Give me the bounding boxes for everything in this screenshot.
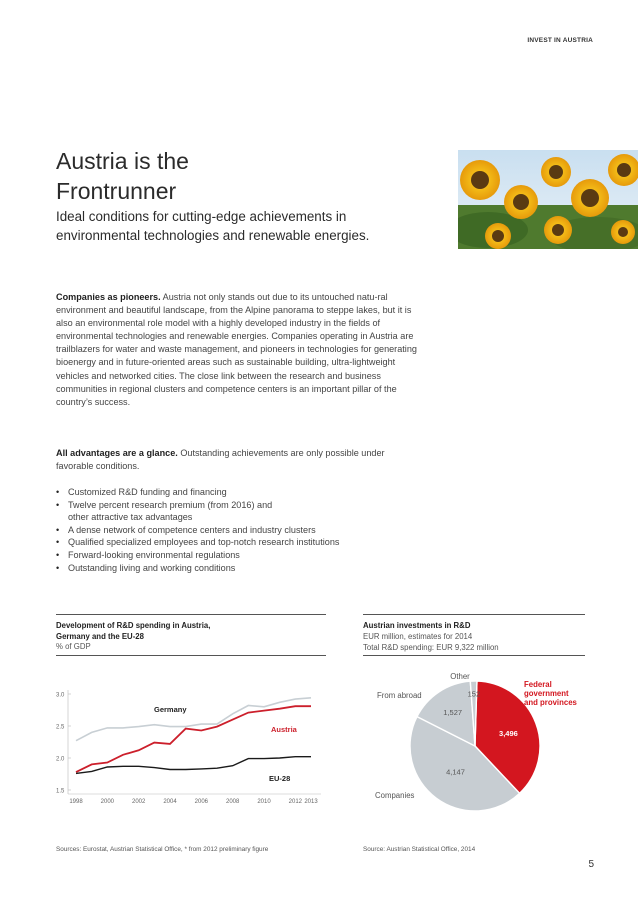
- x-tick-label: 2006: [194, 799, 209, 805]
- list-item: • Forward-looking environmental regulations: [56, 549, 436, 562]
- line-chart-top-rule: [56, 614, 326, 615]
- pie-value-label: 1,527: [443, 707, 463, 717]
- series-line-eu-28: [76, 757, 311, 774]
- line-chart-title-line2: Germany and the EU-28: [56, 631, 144, 641]
- paragraph-companies-lead: Companies as pioneers.: [56, 292, 161, 302]
- advantages-list: [56, 486, 436, 574]
- pie-chart-total: Total R&D spending: EUR 9,322 million: [363, 643, 499, 652]
- sunflowers-photo: [458, 150, 638, 249]
- pie-chart-subtitle: EUR million, estimates for 2014: [363, 632, 473, 641]
- y-tick-label: 2.5: [56, 724, 65, 731]
- paragraph-advantages-lead: All advantages are a glance.: [56, 448, 178, 458]
- series-label: Germany: [154, 705, 187, 714]
- line-chart-title-line1: Development of R&D spending in Austria,: [56, 621, 211, 630]
- pie-category-label: From abroad: [377, 691, 422, 700]
- pie-category-label-line: Federal: [524, 680, 552, 689]
- x-tick-label: 2000: [100, 799, 115, 805]
- series-line-austria: [76, 706, 311, 772]
- page-title: [56, 146, 356, 206]
- pie-category-label-line: and provinces: [524, 698, 577, 707]
- pie-category-label: Companies: [375, 791, 415, 800]
- x-tick-label: 2004: [163, 799, 177, 805]
- y-tick-label: 1.5: [56, 788, 65, 795]
- list-item: • Qualified specialized employees and top-notch research institutions: [56, 536, 436, 549]
- list-item: other attractive tax advantages: [68, 512, 193, 523]
- list-item: • Twelve percent research premium (from 2016) and: [56, 499, 436, 512]
- y-tick-label: 2.0: [56, 756, 65, 763]
- list-item: • A dense network of competence centers and industry clusters: [56, 524, 436, 537]
- header-tag: INVEST IN AUSTRIA: [527, 37, 593, 44]
- y-tick-label: 3.0: [56, 692, 65, 699]
- pie-value-label: 152: [467, 689, 481, 699]
- list-item: • Customized R&D funding and financing: [56, 486, 436, 499]
- pie-category-label-line: government: [524, 689, 569, 698]
- pie-category-label: [524, 680, 578, 707]
- line-chart-rule: [56, 655, 326, 656]
- line-chart-source: Sources: Eurostat, Austrian Statistical Office, * from 2012 preliminary figure: [56, 846, 269, 853]
- paragraph-companies-text: Austria not only stands out due to its untouched natu-ral environment and beautiful landscape, from the Alpine panorama to steppe lakes, but it is also an environmental role model with a highly developed industry in the fields of environmental technologies and renewable energies. Companies operating in Austria are trailblazers for water and waste management, and pioneers in technologies for generating bioenergy and in future-oriented areas such as sustainable building, ultra-lightweight vehicles and networked cities. The close link between the research and business communities in regional clusters and competence centers is an important pillar of the country’s success.: [56, 292, 417, 407]
- x-tick-label: 2012: [288, 799, 303, 805]
- page-title-line1: Austria is the: [56, 148, 189, 174]
- page-title-line2: Frontrunner: [56, 178, 177, 204]
- page-subtitle: Ideal conditions for cutting-edge achievements in environmental technologies and renewable energies.: [56, 209, 370, 243]
- pie-value-label: 4,147: [446, 767, 465, 777]
- series-line-germany: [76, 698, 311, 741]
- paragraph-advantages: [56, 447, 424, 473]
- series-label: Austria: [271, 725, 297, 734]
- x-tick-label: 1998: [69, 799, 83, 805]
- x-tick-label: 2002: [131, 799, 146, 805]
- paragraph-companies: [56, 291, 424, 409]
- page-number: 5: [588, 859, 594, 870]
- list-item: • Outstanding living and working conditions: [56, 562, 436, 575]
- line-chart: [56, 680, 326, 810]
- sunflowers-illustration: [458, 150, 638, 249]
- x-tick-label: 2010: [257, 799, 271, 805]
- line-chart-title: [56, 621, 336, 642]
- series-label: EU-28: [269, 774, 291, 783]
- pie-chart-top-rule: [363, 614, 585, 615]
- pie-value-label: 3,496: [499, 728, 518, 738]
- pie-chart-source: Source: Austrian Statistical Office, 2014: [363, 846, 476, 853]
- pie-chart-title: Austrian investments in R&D: [363, 621, 471, 630]
- pie-category-label: Other: [450, 672, 470, 681]
- pie-chart: [363, 660, 593, 820]
- x-tick-label: 2013: [304, 799, 318, 805]
- line-chart-unit: % of GDP: [56, 642, 91, 651]
- x-tick-label: 2008: [225, 799, 240, 805]
- pie-chart-rule: [363, 655, 585, 656]
- paragraph-advantages-text: Outstanding achievements are only possible under favorable conditions.: [56, 448, 385, 472]
